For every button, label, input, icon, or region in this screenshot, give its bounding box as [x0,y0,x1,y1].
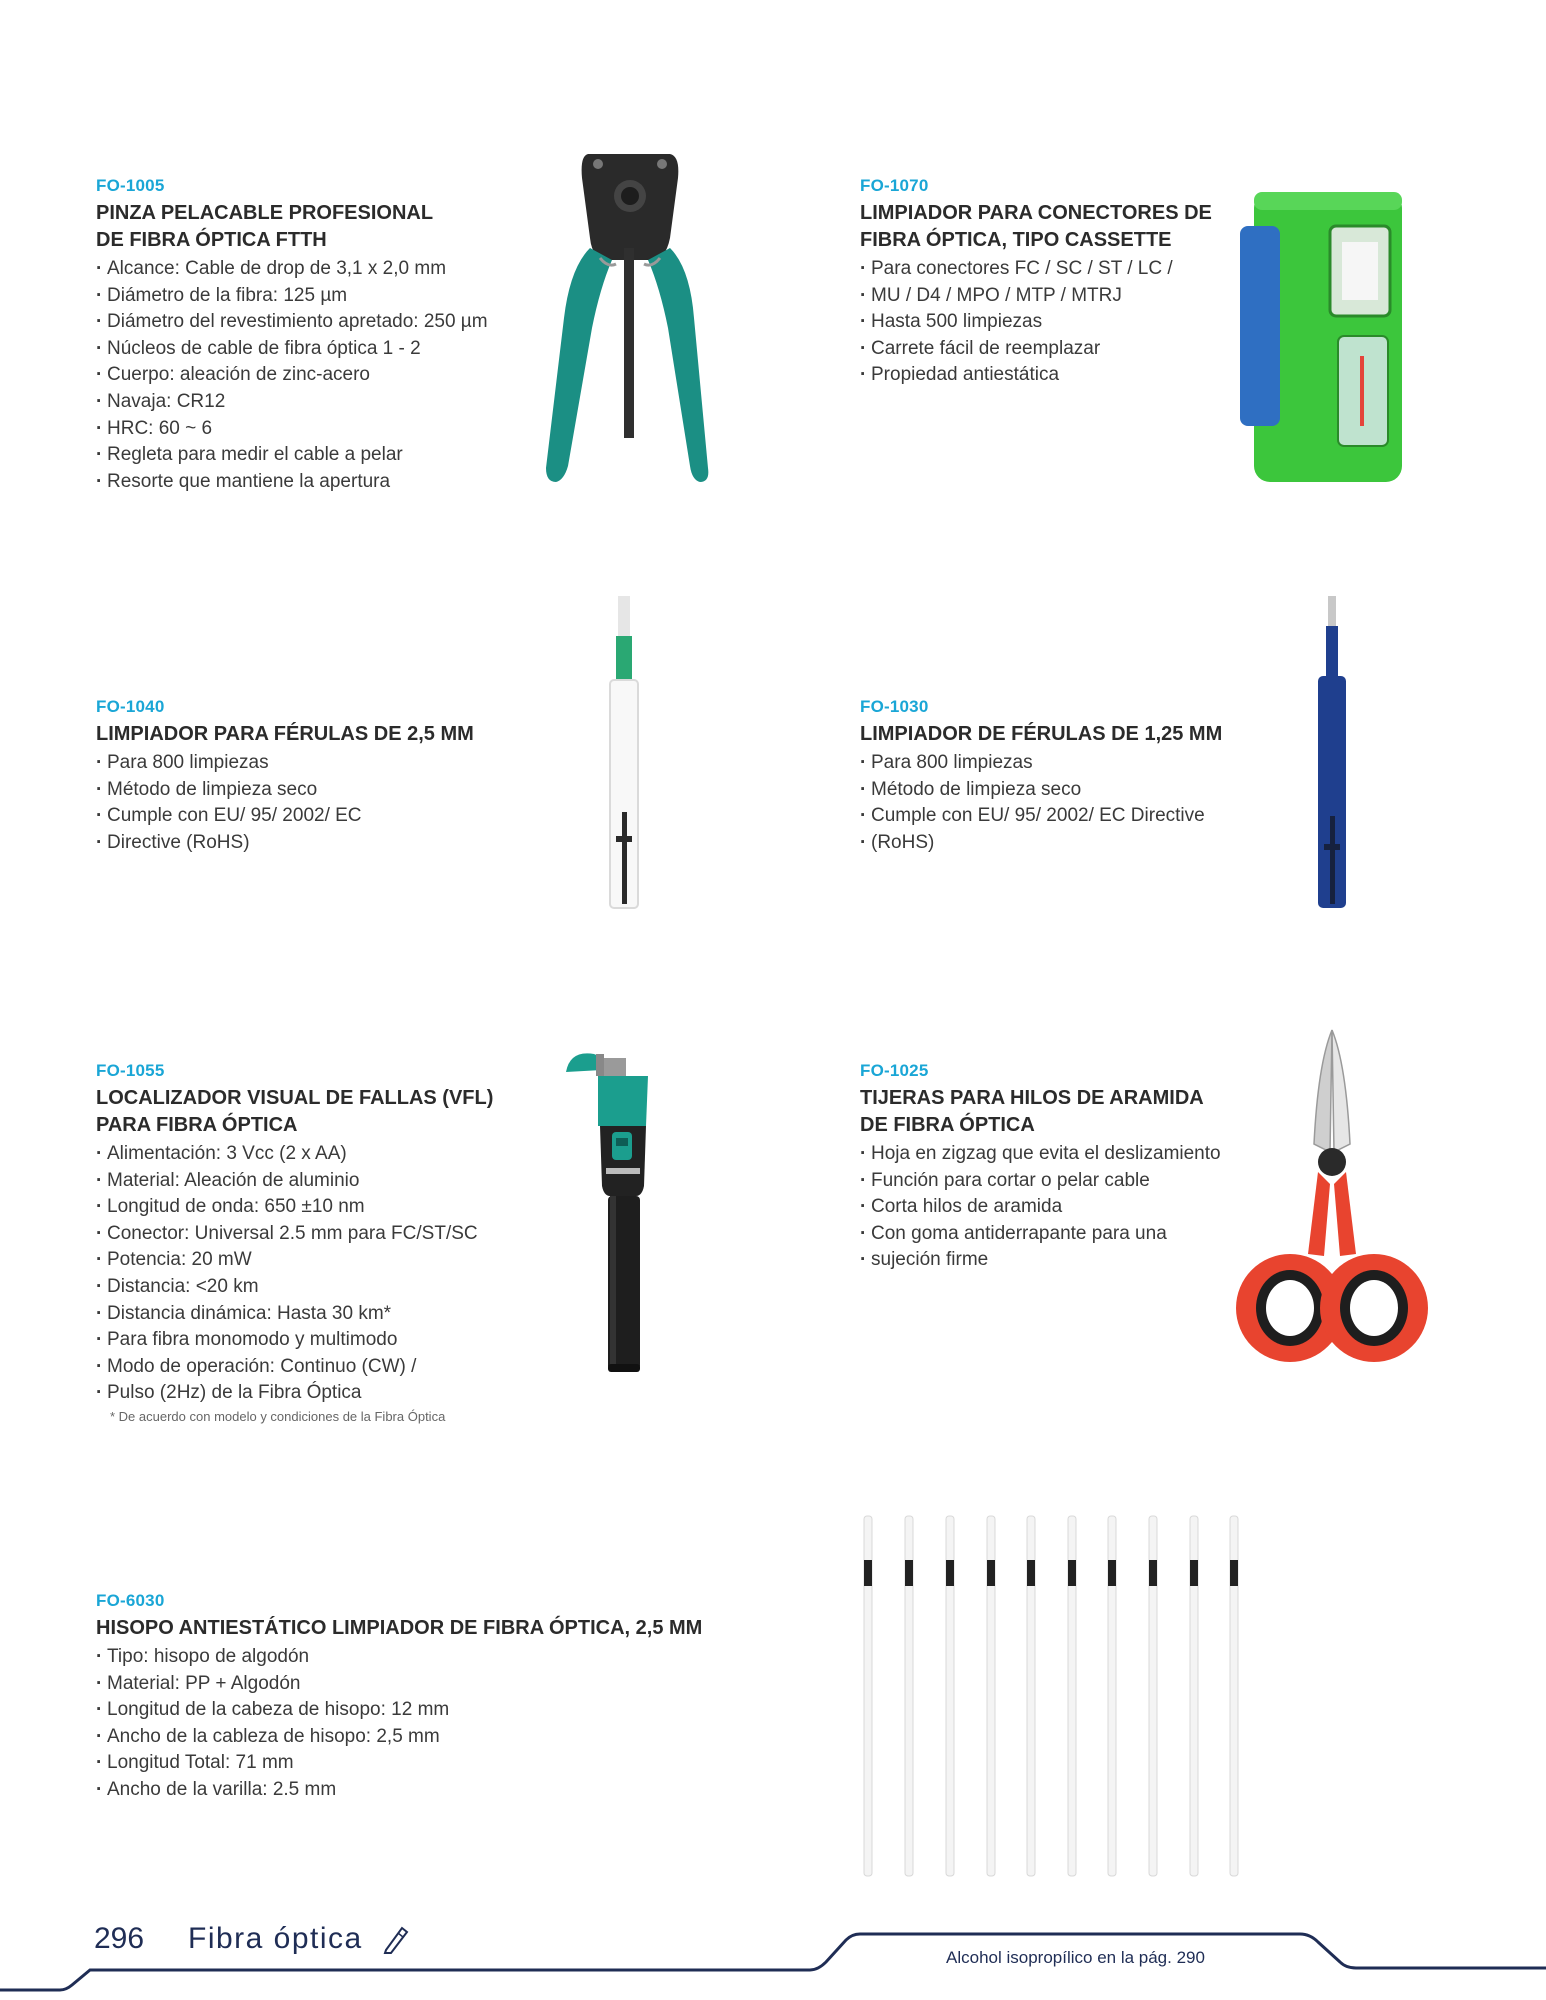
product-fo-1070 [860,176,1212,389]
feature-item: · Para 800 limpiezas [860,750,1222,777]
feature-item: · Cuerpo: aleación de zinc-acero [96,362,488,389]
feature-list [860,1141,1221,1274]
feature-item: · Regleta para medir el cable a pelar [96,442,488,469]
product-fo-6030 [96,1591,702,1804]
feature-item: · (RoHS) [860,830,1222,857]
product-code: FO-6030 [96,1591,165,1610]
product-title: LIMPIADOR DE FÉRULAS DE 1,25 MM [860,723,1223,745]
feature-item: · Núcleos de cable de fibra óptica 1 - 2 [96,336,488,363]
pen-cleaner-white-icon [606,596,642,912]
feature-item: · Conector: Universal 2.5 mm para FC/ST/SC [96,1221,493,1248]
footer-note: Alcohol isopropílico en la pág. 290 [946,1948,1205,1967]
product-fo-1055 [96,1061,493,1424]
cassette-cleaner-icon [1240,186,1410,486]
product-title: LOCALIZADOR VISUAL DE FALLAS (VFL) PARA FIBRA ÓPTICA [96,1087,494,1136]
product-fo-1025 [860,1061,1221,1274]
feature-item: · Ancho de la varilla: 2.5 mm [96,1777,702,1804]
feature-item: · Distancia: <20 km [96,1274,493,1301]
feature-list [96,256,488,495]
feature-item: · Propiedad antiestática [860,362,1212,389]
feature-item: · Pulso (2Hz) de la Fibra Óptica [96,1380,493,1407]
fiber-pen-icon [382,1924,410,1954]
feature-list [96,1141,493,1407]
feature-item: · Material: Aleación de aluminio [96,1168,493,1195]
feature-item: · Alimentación: 3 Vcc (2 x AA) [96,1141,493,1168]
cotton-swabs-icon [855,1512,1255,1880]
feature-list [860,256,1212,389]
feature-item: · Navaja: CR12 [96,389,488,416]
feature-item: · Carrete fácil de reemplazar [860,336,1212,363]
product-fo-1030 [860,697,1222,856]
feature-item: · Para conectores FC / SC / ST / LC / [860,256,1212,283]
feature-item: · Método de limpieza seco [96,777,474,804]
feature-item: · Con goma antiderrapante para una [860,1221,1221,1248]
wire-stripper-pliers-icon [530,148,730,488]
product-title: LIMPIADOR PARA CONECTORES DE FIBRA ÓPTICA, TIPO CASSETTE [860,202,1212,251]
pen-cleaner-blue-icon [1314,596,1350,912]
product-code: FO-1025 [860,1061,929,1080]
product-code: FO-1030 [860,697,929,716]
feature-item: · Cumple con EU/ 95/ 2002/ EC Directive [860,803,1222,830]
product-code: FO-1040 [96,697,165,716]
feature-item: · Corta hilos de aramida [860,1194,1221,1221]
feature-item: · Longitud Total: 71 mm [96,1750,702,1777]
feature-item: · Resorte que mantiene la apertura [96,469,488,496]
feature-item: · MU / D4 / MPO / MTP / MTRJ [860,283,1212,310]
product-code: FO-1070 [860,176,929,195]
feature-item: · Distancia dinámica: Hasta 30 km* [96,1301,493,1328]
feature-item: · Alcance: Cable de drop de 3,1 x 2,0 mm [96,256,488,283]
section-title: Fibra óptica [188,1922,363,1955]
feature-item: · sujeción firme [860,1247,1221,1274]
feature-item: · Diámetro de la fibra: 125 µm [96,283,488,310]
product-title: TIJERAS PARA HILOS DE ARAMIDA DE FIBRA ÓPTICA [860,1087,1204,1136]
page-number: 296 [94,1922,145,1955]
product-code: FO-1005 [96,176,165,195]
product-title: HISOPO ANTIESTÁTICO LIMPIADOR DE FIBRA ÓPTICA, 2,5 MM [96,1617,703,1639]
feature-list [96,750,474,856]
footnote: * De acuerdo con modelo y condiciones de la Fibra Óptica [110,1408,446,1424]
feature-item: · Cumple con EU/ 95/ 2002/ EC [96,803,474,830]
feature-item: · Tipo: hisopo de algodón [96,1644,702,1671]
feature-item: · Directive (RoHS) [96,830,474,857]
feature-item: · Potencia: 20 mW [96,1247,493,1274]
product-fo-1040 [96,697,474,856]
feature-item: · Para 800 limpiezas [96,750,474,777]
feature-item: · Hasta 500 limpiezas [860,309,1212,336]
product-fo-1005 [96,176,488,495]
feature-list [860,750,1222,856]
feature-item: · Función para cortar o pelar cable [860,1168,1221,1195]
aramid-scissors-icon [1232,1024,1432,1374]
product-title: PINZA PELACABLE PROFESIONAL DE FIBRA ÓPTICA FTTH [96,202,434,251]
feature-item: · Ancho de la cableza de hisopo: 2,5 mm [96,1724,702,1751]
visual-fault-locator-icon [560,1046,660,1378]
feature-item: · Para fibra monomodo y multimodo [96,1327,493,1354]
feature-list [96,1644,702,1804]
product-code: FO-1055 [96,1061,165,1080]
feature-item: · Hoja en zigzag que evita el deslizamiento [860,1141,1221,1168]
product-title: LIMPIADOR PARA FÉRULAS DE 2,5 MM [96,723,474,745]
feature-item: · Modo de operación: Continuo (CW) / [96,1354,493,1381]
feature-item: · Longitud de onda: 650 ±10 nm [96,1194,493,1221]
feature-item: · Material: PP + Algodón [96,1671,702,1698]
feature-item: · Diámetro del revestimiento apretado: 250 µm [96,309,488,336]
feature-item: · Longitud de la cabeza de hisopo: 12 mm [96,1697,702,1724]
feature-item: · Método de limpieza seco [860,777,1222,804]
feature-item: · HRC: 60 ~ 6 [96,416,488,443]
